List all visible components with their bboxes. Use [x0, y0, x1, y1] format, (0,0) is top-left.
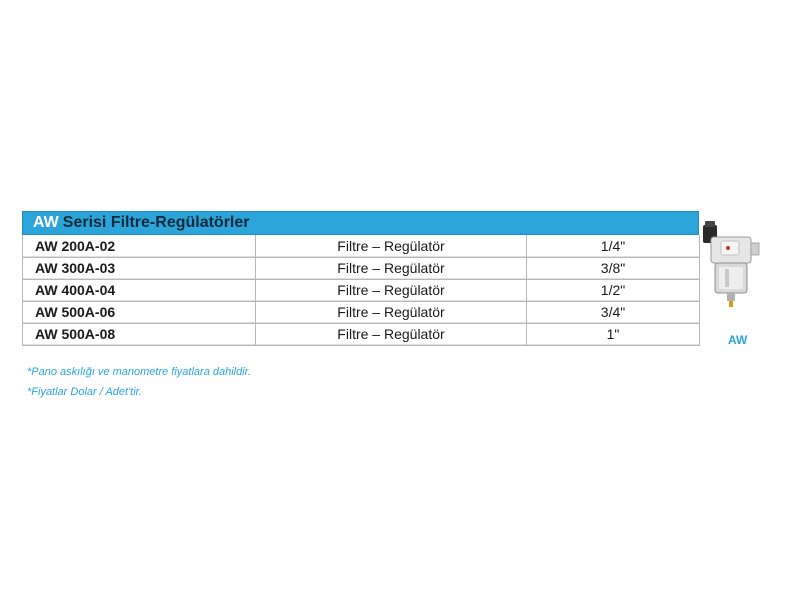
filter-regulator-icon	[697, 215, 777, 315]
footnote-mounting: *Pano askılığı ve manometre fiyatlara dahildir.	[27, 366, 251, 378]
table-row	[23, 301, 700, 323]
model-cell: AW 200A-02	[23, 235, 256, 257]
table-body	[23, 235, 700, 345]
model-cell: AW 400A-04	[23, 279, 256, 301]
table-row	[23, 235, 700, 257]
table-row	[23, 279, 700, 301]
size-cell: 1"	[527, 323, 700, 345]
table-title-bar	[22, 211, 699, 235]
type-cell: Filtre – Regülatör	[256, 323, 527, 345]
table-row	[23, 323, 700, 345]
footnote-currency: *Fiyatlar Dolar / Adet'tir.	[27, 386, 142, 398]
size-cell: 1/4"	[527, 235, 700, 257]
product-table	[22, 235, 700, 346]
model-cell: AW 500A-06	[23, 301, 256, 323]
table-row	[23, 257, 700, 279]
size-cell: 1/2"	[527, 279, 700, 301]
model-cell: AW 300A-03	[23, 257, 256, 279]
size-cell: 3/8"	[527, 257, 700, 279]
footnotes	[27, 362, 251, 402]
product-label: AW	[728, 333, 748, 347]
type-cell: Filtre – Regülatör	[256, 301, 527, 323]
price-table	[22, 211, 699, 346]
type-cell: Filtre – Regülatör	[256, 235, 527, 257]
type-cell: Filtre – Regülatör	[256, 257, 527, 279]
series-code: AW	[33, 214, 59, 231]
size-cell: 3/4"	[527, 301, 700, 323]
series-title: Serisi Filtre-Regülatörler	[62, 214, 250, 231]
model-cell: AW 500A-08	[23, 323, 256, 345]
type-cell: Filtre – Regülatör	[256, 279, 527, 301]
